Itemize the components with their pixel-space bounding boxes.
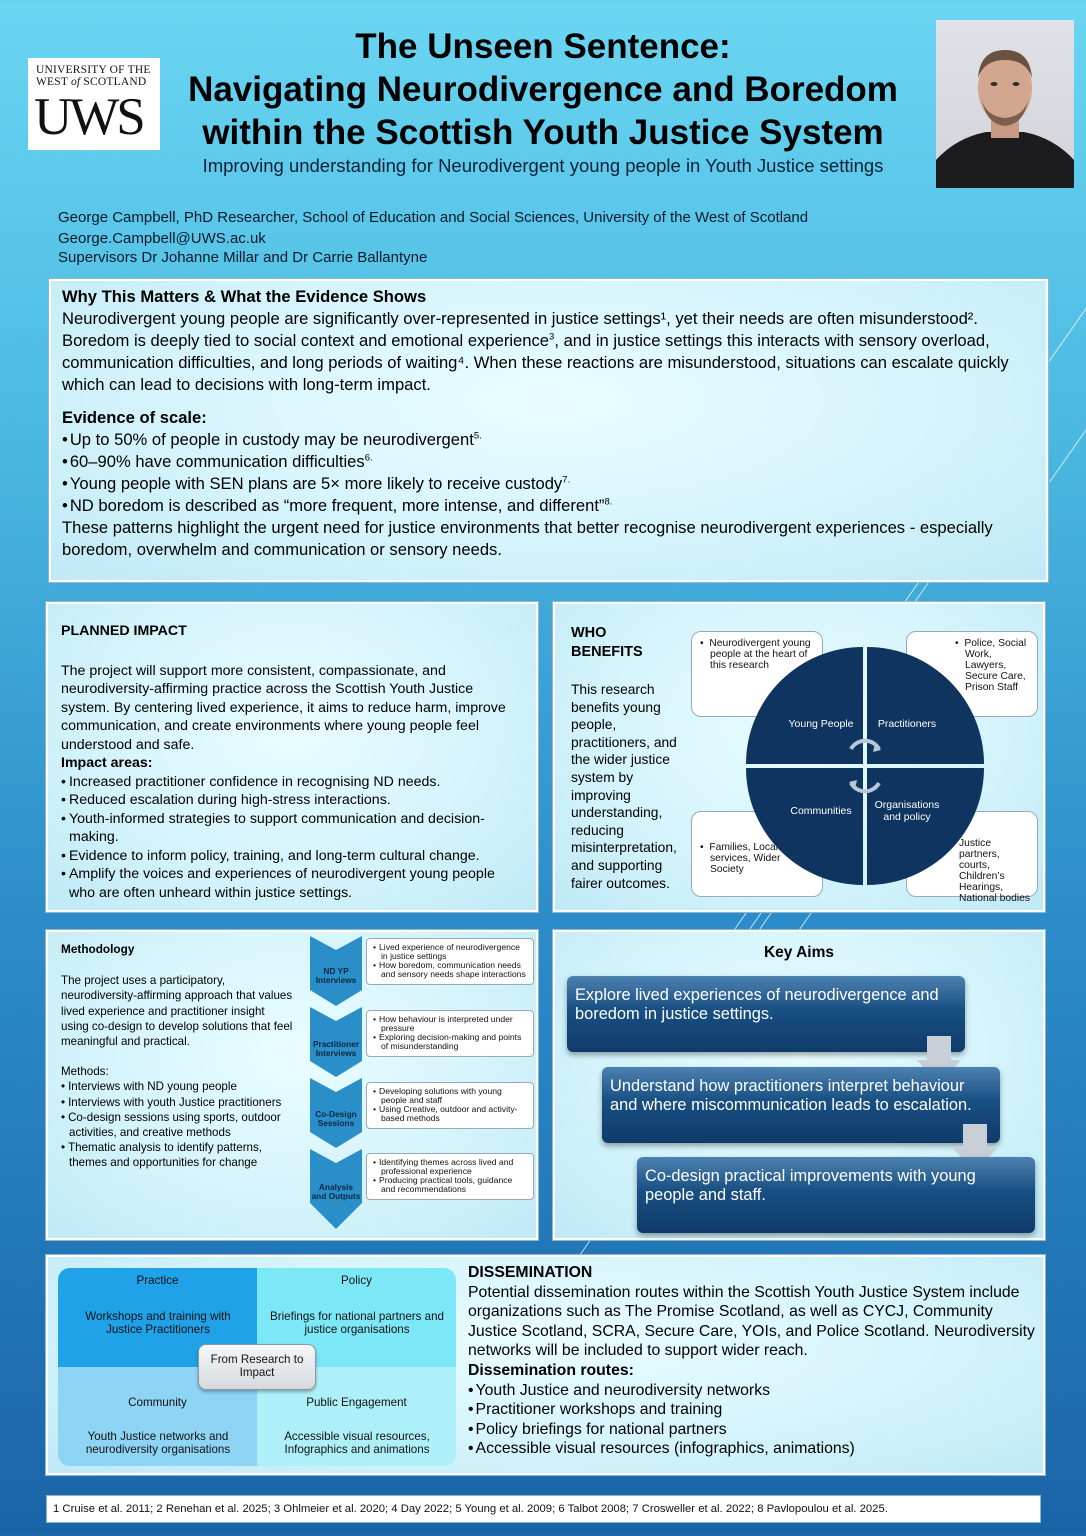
logo-line1: UNIVERSITY OF THE <box>36 64 151 76</box>
benefit-box-communities: • Families, Local services, Wider Society <box>691 811 823 897</box>
poster-title: The Unseen Sentence: Navigating Neurodivergence and Boredom within the Scottish Youth Justice System <box>188 27 898 152</box>
logo-line2: WEST of SCOTLAND <box>36 76 147 88</box>
quadrant-policy-title: Policy <box>341 1274 372 1287</box>
aim-item: Co-design practical improvements with young people and staff. <box>637 1157 1035 1233</box>
benefit-box-young-people: • Neurodivergent young people at the heart of this research <box>691 631 823 717</box>
scale-item: • Up to 50% of people in custody may be neurodivergent$^{5.}$ <box>62 429 1036 451</box>
method-item: • Interviews with ND young people <box>61 1079 293 1094</box>
quadrant-public-text: Accessible visual resources, Infographics and animations <box>284 1430 430 1456</box>
step-label: Practitioner Interviews <box>312 1039 360 1058</box>
route-item: • Practitioner workshops and training <box>468 1400 1038 1420</box>
scale-item: • Young people with SEN plans are 5× more likely to receive custody$^{7.}$ <box>62 473 1036 495</box>
impact-areas-heading: Impact areas: <box>61 755 153 771</box>
key-aims-panel <box>553 930 1045 1240</box>
who-text: This research benefits young people, practitioners, and the wider justice system by improving understanding, reducing misinterpretation, and supporting fairer outcomes. <box>571 682 677 891</box>
step-details: • Lived experience of neurodivergence in justice settings • How boredom, communication needs and sensory needs shape interactions <box>366 938 534 985</box>
quadrant-label-policy: and policy <box>883 811 931 823</box>
step-details: • How behaviour is interpreted under pressure • Exploring decision-making and points of misunderstanding <box>366 1010 534 1057</box>
who-benefits-panel <box>553 602 1045 912</box>
routes-heading: Dissemination routes: <box>468 1361 634 1379</box>
why-this-matters-panel <box>49 279 1048 582</box>
key-aims-heading: Key Aims <box>763 944 835 961</box>
quadrant-label-young-people: Young People <box>788 718 854 730</box>
impact-area-item: • Amplify the voices and experiences of neurodivergent young people who are often unheard within justice settings. <box>61 865 524 902</box>
scale-heading: Evidence of scale: <box>62 408 207 427</box>
benefits-quadrant-diagram <box>745 646 985 886</box>
methodology-paragraph: The project uses a participatory, neurodiversity-affirming approach that values lived experience and practitioner insight using co-design to develop solutions that feel meaningful and practical. <box>61 974 293 1049</box>
poster-subtitle: Improving understanding for Neurodivergent young people in Youth Justice settings <box>202 155 884 176</box>
method-item: • Co-design sessions using sports, outdoor activities, and creative methods <box>61 1110 293 1140</box>
university-logo <box>28 58 160 150</box>
quadrant-label-organisations: Organisations <box>874 799 940 811</box>
route-item: • Accessible visual resources (infographics, animations) <box>468 1439 1038 1459</box>
quadrant-practice-text: Workshops and training with Justice Practitioners <box>85 1310 231 1336</box>
aim-item: Explore lived experiences of neurodivergence and boredom in justice settings. <box>567 976 965 1052</box>
author-line: George Campbell, PhD Researcher, School of Education and Social Sciences, University of the West of Scotland <box>58 209 809 226</box>
who-heading: WHO BENEFITS <box>571 625 643 660</box>
impact-area-item: • Youth-informed strategies to support communication and decision-making. <box>61 810 524 847</box>
center-label: From Research to Impact <box>198 1344 316 1390</box>
dissemination-paragraph: Potential dissemination routes within the Scottish Youth Justice System include organizations such as The Promise Scotland, as well as CYCJ, Community Justice Scotland, SCRA, Secure Care, YOIs, and Police Scotland. Neurodiversity networks will be included to support wider reach. <box>468 1283 1035 1360</box>
methodology-panel <box>46 930 538 1240</box>
quadrant-label-communities: Communities <box>790 805 852 817</box>
methodology-heading: Methodology <box>61 942 135 956</box>
benefit-box-practitioners: • Police, Social Work, Lawyers, Secure Care, Prison Staff <box>906 631 1038 717</box>
route-item: • Youth Justice and neurodiversity networks <box>468 1381 1038 1401</box>
method-item: • Interviews with youth Justice practitioners <box>61 1095 293 1110</box>
step-details: • Identifying themes across lived and professional experience • Producing practical tools, guidance and recommendations <box>366 1153 534 1200</box>
dissemination-heading: DISSEMINATION <box>468 1264 593 1281</box>
why-conclusion: These patterns highlight the urgent need for justice environments that better recognise neurodivergent experiences - especially boredom, overwhelm and communication or sensory needs. <box>62 518 993 559</box>
references-bar: 1 Cruise et al. 2011; 2 Renehan et al. 2025; 3 Ohlmeier et al. 2020; 4 Day 2022; 5 Young et al. 2009; 6 Talbot 2008; 7 Crosweller et al. 2022; 8 Pavlopoulou et al. 2025. <box>46 1495 1041 1523</box>
why-heading: Why This Matters & What the Evidence Shows <box>62 287 427 306</box>
supervisors: Supervisors Dr Johanne Millar and Dr Carrie Ballantyne <box>58 249 428 266</box>
impact-area-item: • Increased practitioner confidence in recognising ND needs. <box>61 773 524 792</box>
scale-item: • 60–90% have communication difficulties$^{6.}$ <box>62 451 1036 473</box>
decorative-line <box>1049 408 1086 482</box>
quadrant-practice-title: Practice <box>136 1274 179 1287</box>
decorative-line <box>759 912 772 931</box>
decorative-line <box>580 1239 591 1254</box>
impact-paragraph: The project will support more consistent, compassionate, and neurodiversity-affirming practice across the Scottish Youth Justice system. By centering lived experience, it aims to reduce harm, improve communication, and create environments where young people feel understood and safe. <box>61 662 506 753</box>
step-details: • Developing solutions with young people and staff • Using Creative, outdoor and activity-based methods <box>366 1082 534 1129</box>
why-paragraph: Neurodivergent young people are significantly over-represented in justice settings¹, yet their needs are often misunderstood². Boredom is deeply tied to social context and emotional experience$^3$, and in justice settings this interacts with sensory overload, communication difficulties, and long periods of waiting⁴. When these reactions are misunderstood, situations can escalate quickly which can lead to decisions with long-term impact. <box>62 309 1009 394</box>
quadrant-community-title: Community <box>128 1396 187 1409</box>
planned-impact-panel <box>46 602 538 912</box>
quadrant-public-title: Public Engagement <box>306 1396 407 1409</box>
aim-item: Understand how practitioners interpret behaviour and where miscommunication leads to escalation. <box>602 1067 1000 1143</box>
benefit-box-organisations: Justice partners, courts, Children’s Hearings, National bodies <box>906 811 1038 897</box>
quadrant-community-text: Youth Justice networks and neurodiversity organisations <box>85 1430 231 1456</box>
methods-heading: Methods: <box>61 1065 109 1079</box>
route-item: • Policy briefings for national partners <box>468 1420 1038 1440</box>
step-label: ND YP Interviews <box>315 966 357 985</box>
author-photo <box>936 20 1074 188</box>
method-item: • Thematic analysis to identify patterns, themes and opportunities for change <box>61 1140 293 1170</box>
impact-area-item: • Reduced escalation during high-stress interactions. <box>61 791 524 810</box>
decorative-line <box>799 912 812 931</box>
step-label: Analysis and Outputs <box>311 1182 361 1201</box>
author-email[interactable]: George.Campbell@UWS.ac.uk <box>58 230 266 247</box>
quadrant-policy-text: Briefings for national partners and justice organisations <box>269 1310 444 1336</box>
decorative-line <box>905 580 921 602</box>
quadrant-label-practitioners: Practitioners <box>877 718 937 730</box>
step-label: Co-Design Sessions <box>315 1109 357 1128</box>
impact-area-item: • Evidence to inform policy, training, and long-term cultural change. <box>61 847 524 866</box>
logo-mark: UWS <box>34 88 143 146</box>
impact-heading: PLANNED IMPACT <box>61 623 187 639</box>
dissemination-panel <box>46 1255 1045 1475</box>
decorative-line <box>734 912 747 931</box>
scale-item: • ND boredom is described as “more frequent, more intense, and different”$^{8.}$ <box>62 495 1036 517</box>
